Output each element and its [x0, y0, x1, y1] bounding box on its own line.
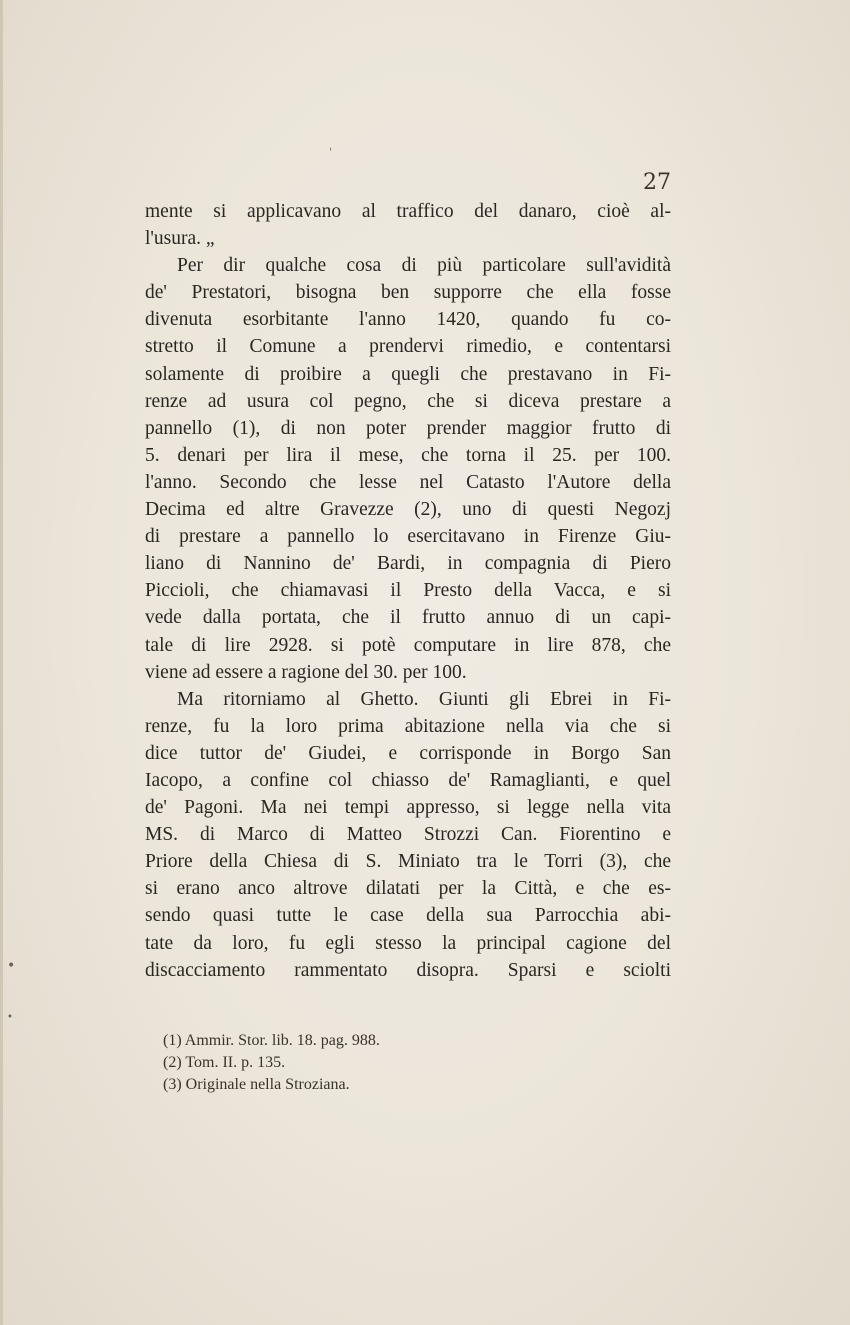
- text-line: vede dalla portata, che il frutto annuo di un capi-: [145, 607, 671, 629]
- text-line: si erano anco altrove dilatati per la Città, e che es-: [145, 878, 671, 900]
- text-line: tate da loro, fu egli stesso la principal cagione del: [145, 932, 671, 954]
- text-line: l'anno. Secondo che lesse nel Catasto l'Autore della: [145, 471, 671, 493]
- footnotes: [163, 1030, 563, 1096]
- body-text: [145, 198, 671, 984]
- text-line: viene ad essere a ragione del 30. per 100.: [145, 661, 467, 683]
- page-number: 27: [643, 170, 671, 195]
- text-line: divenuta esorbitante l'anno 1420, quando fu co-: [145, 309, 671, 331]
- footnote: (2) Tom. II. p. 135.: [163, 1054, 286, 1071]
- ink-speck: •: [7, 958, 16, 974]
- text-line: de' Pagoni. Ma nei tempi appresso, si legge nella vita: [145, 797, 671, 819]
- text-line: solamente di proibire a quegli che prestavano in Fi-: [145, 363, 671, 385]
- text-line: di prestare a pannello lo esercitavano in Firenze Giu-: [145, 526, 671, 548]
- text-line: Piccioli, che chiamavasi il Presto della Vacca, e si: [145, 580, 671, 602]
- text-line: discacciamento rammentato disopra. Sparsi e sciolti: [145, 959, 671, 981]
- ink-speck: ˈ: [329, 146, 333, 160]
- text-line: sendo quasi tutte le case della sua Parrocchia abi-: [145, 905, 671, 927]
- text-line: Priore della Chiesa di S. Miniato tra le Torri (3), che: [145, 851, 671, 873]
- text-line: 5. denari per lira il mese, che torna il 25. per 100.: [145, 444, 671, 466]
- text-line: stretto il Comune a prendervi rimedio, e contentarsi: [145, 336, 671, 358]
- text-line: renze, fu la loro prima abitazione nella via che si: [145, 715, 671, 737]
- text-line: Decima ed altre Gravezze (2), uno di questi Negozj: [145, 499, 671, 521]
- text-line: Iacopo, a confine col chiasso de' Ramaglianti, e quel: [145, 769, 671, 791]
- text-line: liano di Nannino de' Bardi, in compagnia di Piero: [145, 553, 671, 575]
- footnote: (1) Ammir. Stor. lib. 18. pag. 988.: [163, 1032, 380, 1049]
- text-line: tale di lire 2928. si potè computare in lire 878, che: [145, 634, 671, 656]
- text-line: dice tuttor de' Giudei, e corrisponde in Borgo San: [145, 742, 671, 764]
- text-line: l'usura. „: [145, 228, 215, 250]
- text-line: pannello (1), di non poter prender maggior frutto di: [145, 417, 671, 439]
- ink-speck: •: [7, 1012, 13, 1023]
- footnote: (3) Originale nella Stroziana.: [163, 1076, 350, 1093]
- text-line: mente si applicavano al traffico del danaro, cioè al-: [145, 201, 671, 222]
- text-line: Ma ritorniamo al Ghetto. Giunti gli Ebrei in Fi-: [177, 688, 671, 710]
- text-line: MS. di Marco di Matteo Strozzi Can. Fiorentino e: [145, 824, 671, 846]
- text-line: de' Prestatori, bisogna ben supporre che ella fosse: [145, 282, 671, 304]
- text-line: renze ad usura col pegno, che si diceva prestare a: [145, 390, 671, 412]
- text-line: Per dir qualche cosa di più particolare sull'avidità: [177, 255, 671, 277]
